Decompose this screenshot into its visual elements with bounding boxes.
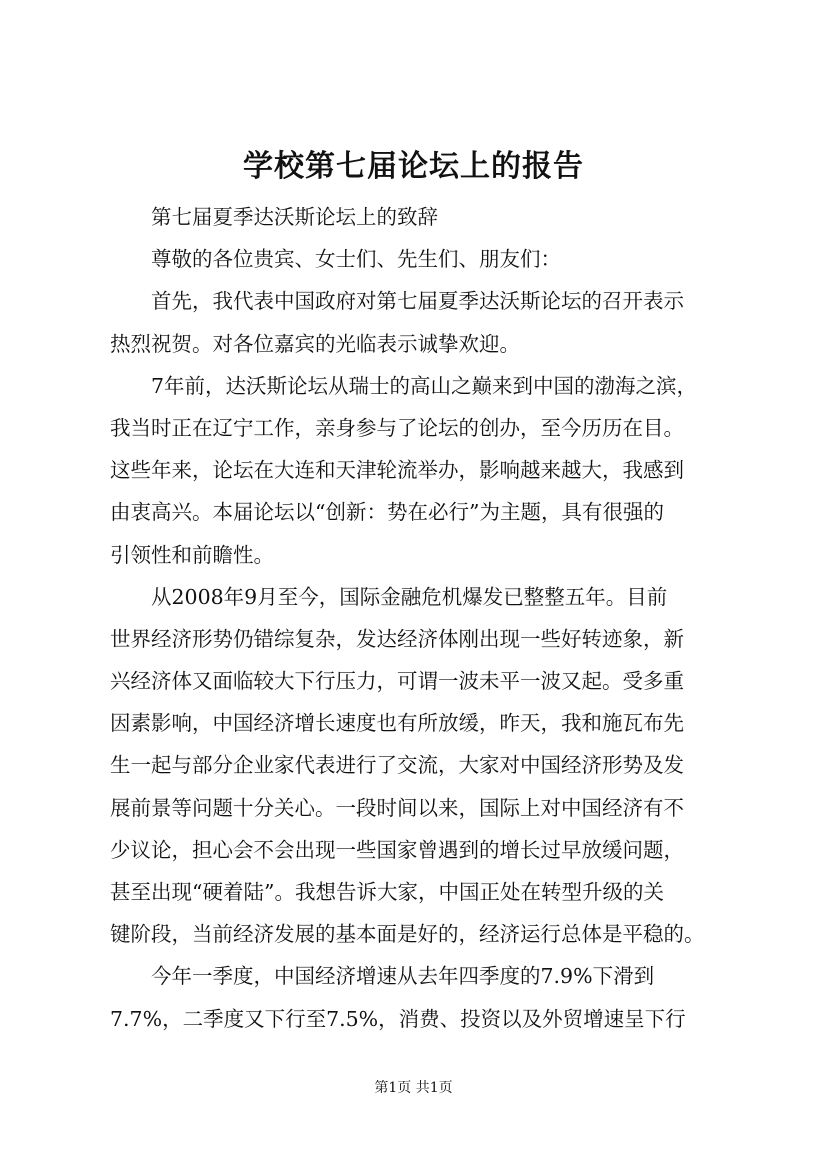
subtitle-line: 第七届夏季达沃斯论坛上的致辞	[151, 205, 438, 229]
page-footer: 第1页 共1页	[374, 1080, 453, 1096]
paragraph-line: 热烈祝贺。对各位嘉宾的光临表示诚挚欢迎。	[110, 331, 520, 356]
paragraph-line: 键阶段，当前经济发展的基本面是好的，经济运行总体是平稳的。	[110, 922, 705, 947]
paragraph-line: 甚至出现“硬着陆”。我想告诉大家，中国正处在转型升级的关	[110, 880, 664, 904]
salutation-line: 尊敬的各位贵宾、女士们、先生们、朋友们：	[151, 247, 561, 272]
document-title: 学校第七届论坛上的报告	[243, 149, 584, 184]
paragraph-line: 7年前，达沃斯论坛从瑞士的高山之巅来到中国的渤海之滨，	[151, 373, 698, 398]
paragraph-line: 兴经济体又面临较大下行压力，可谓一波未平一波又起。受多重	[110, 669, 684, 694]
paragraph-line: 这些年来，论坛在大连和天津轮流举办，影响越来越大，我感到	[110, 458, 684, 483]
paragraph-line: 世界经济形势仍错综复杂，发达经济体刚出现一些好转迹象，新	[110, 626, 684, 651]
paragraph-line: 由衷高兴。本届论坛以“创新：势在必行”为主题，具有很强的	[110, 500, 664, 525]
paragraph-line: 生一起与部分企业家代表进行了交流，大家对中国经济形势及发	[110, 753, 684, 778]
paragraph-line: 少议论，担心会不会出现一些国家曾遇到的增长过早放缓问题，	[110, 837, 684, 862]
paragraph-line: 我当时正在辽宁工作，亲身参与了论坛的创办，至今历历在目。	[110, 415, 684, 440]
paragraph-line: 从2008年9月至今，国际金融危机爆发已整整五年。目前	[151, 584, 668, 609]
paragraph-line: 7.7%，二季度又下行至7.5%，消费、投资以及外贸增速呈下行	[110, 1006, 686, 1031]
paragraph-line: 因素影响，中国经济增长速度也有所放缓，昨天，我和施瓦布先	[110, 711, 684, 736]
paragraph-line: 引领性和前瞻性。	[110, 542, 274, 567]
paragraph-line: 首先，我代表中国政府对第七届夏季达沃斯论坛的召开表示	[151, 289, 684, 314]
paragraph-line: 今年一季度，中国经济增速从去年四季度的7.9%下滑到	[151, 964, 655, 989]
document-body	[110, 196, 725, 1040]
paragraph-line: 展前景等问题十分关心。一段时间以来，国际上对中国经济有不	[110, 795, 684, 820]
